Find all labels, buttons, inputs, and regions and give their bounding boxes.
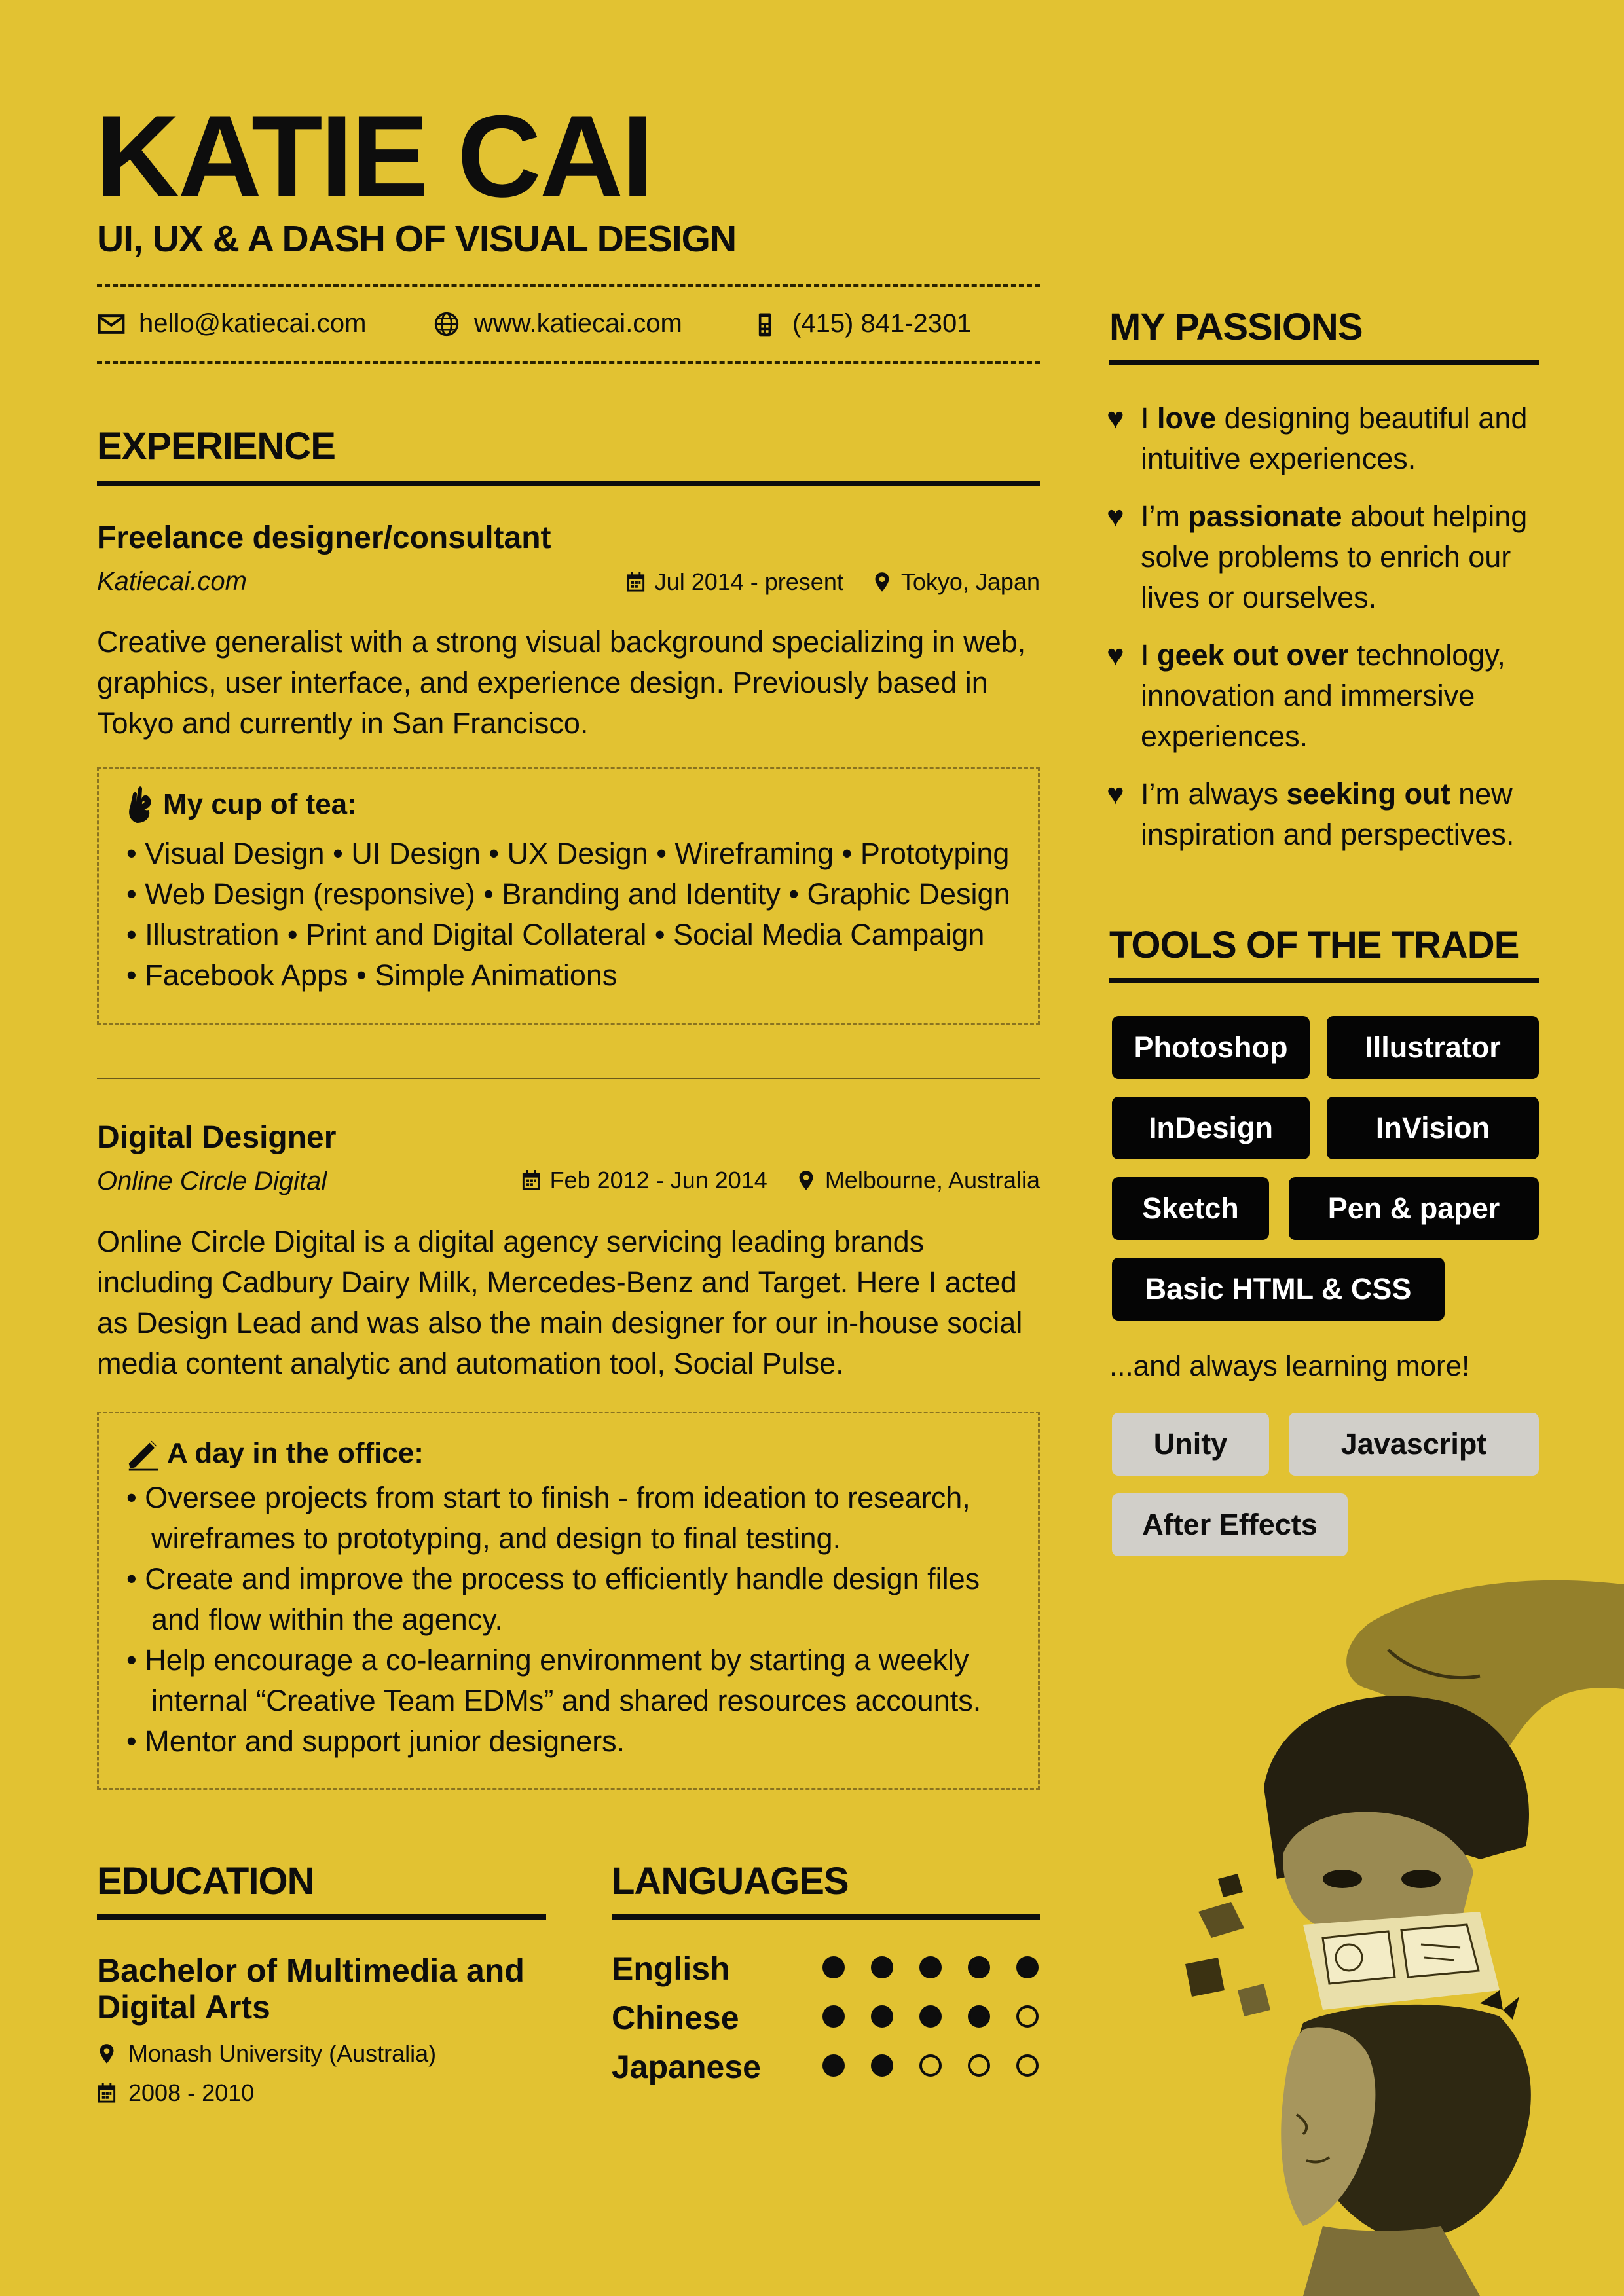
list-item: • Web Design (responsive) • Branding and Identity • Graphic Design xyxy=(126,877,1010,911)
phone-icon xyxy=(750,310,779,338)
location-pin-icon xyxy=(97,2043,117,2064)
school-name: Monash University (Australia) xyxy=(128,2040,437,2067)
rating-dot-filled xyxy=(968,1956,990,1978)
school-years: 2008 - 2010 xyxy=(128,2079,255,2106)
learning-tag: Javascript xyxy=(1289,1413,1539,1476)
box-title-text: A day in the office: xyxy=(167,1437,424,1469)
tool-tag: InVision xyxy=(1327,1097,1539,1159)
heart-icon: ♥ xyxy=(1107,401,1124,435)
passion-item: ♥ I geek out over technology, innovation and immersive experiences. xyxy=(1107,635,1539,757)
skills-box xyxy=(97,767,1040,1025)
calendar-icon xyxy=(626,572,646,592)
mail-icon xyxy=(97,310,126,338)
heading-rule xyxy=(1109,360,1539,365)
pencil-icon xyxy=(125,1436,160,1471)
email-text: hello@katiecai.com xyxy=(139,309,367,338)
list-item: • Help encourage a co-learning environment by starting a weekly internal “Creative Team EDMs” and shared resources accounts. xyxy=(126,1643,982,1717)
phone-text: (415) 841-2301 xyxy=(792,309,972,338)
rating-dot-filled xyxy=(822,2054,845,2077)
rating-dot-empty xyxy=(1016,2005,1039,2028)
list-item: • Create and improve the process to efficiently handle design files and flow within the agency. xyxy=(126,1562,980,1636)
passions-heading: MY PASSIONS xyxy=(1109,306,1363,348)
rating-dot-filled xyxy=(1016,1956,1039,1978)
learning-tag: After Effects xyxy=(1112,1493,1348,1556)
passions-list xyxy=(1107,398,1539,872)
job-description: Online Circle Digital is a digital agency servicing leading brands including Cadbury Dairy Milk, Mercedes-Benz and Target. Here I acted as Design Lead and was also the main designer for our in-house social media content analytic and automation tool, Social Pulse. xyxy=(97,1225,1023,1380)
divider xyxy=(97,284,1040,287)
job-meta xyxy=(521,1167,1040,1194)
heading-rule xyxy=(1109,978,1539,983)
years-line xyxy=(97,2079,254,2107)
list-item: • Oversee projects from start to finish - from ideation to research, wireframes to prototyping, and design to final testing. xyxy=(126,1481,970,1555)
duties-list xyxy=(126,1478,1017,1762)
calendar-icon xyxy=(97,2083,117,2104)
tool-tag: InDesign xyxy=(1112,1097,1310,1159)
heart-icon: ♥ xyxy=(1107,777,1124,811)
website-text: www.katiecai.com xyxy=(474,309,682,338)
tool-tag: Illustrator xyxy=(1327,1016,1539,1079)
box-title xyxy=(125,1436,424,1471)
section-divider xyxy=(97,1078,1040,1079)
rating-dot-filled xyxy=(871,2005,893,2028)
heart-icon: ♥ xyxy=(1107,500,1124,533)
rating-dot-empty xyxy=(1016,2054,1039,2077)
portrait-illustration xyxy=(1172,1571,1624,2296)
rating-dot-filled xyxy=(919,2005,942,2028)
list-item: • Visual Design • UI Design • UX Design • Wireframing • Prototyping xyxy=(126,837,1010,870)
tool-tag: Photoshop xyxy=(1112,1016,1310,1079)
school-line xyxy=(97,2040,436,2068)
learning-tag: Unity xyxy=(1112,1413,1269,1476)
box-title xyxy=(125,784,357,826)
skills-list xyxy=(126,833,1010,996)
heading-rule xyxy=(97,481,1040,486)
tool-tag: Pen & paper xyxy=(1289,1177,1539,1240)
tagline: UI, UX & A DASH OF VISUAL DESIGN xyxy=(97,218,737,260)
passion-item: ♥ I’m always seeking out new inspiration and perspectives. xyxy=(1107,774,1539,855)
job-location: Tokyo, Japan xyxy=(900,568,1040,595)
experience-heading: EXPERIENCE xyxy=(97,425,335,467)
job-dates: Jul 2014 - present xyxy=(654,568,843,595)
passion-item: ♥ I love designing beautiful and intuitive experiences. xyxy=(1107,398,1539,479)
list-item: • Illustration • Print and Digital Collateral • Social Media Campaign xyxy=(126,918,985,951)
job-company: Katiecai.com xyxy=(97,567,247,596)
globe-icon xyxy=(432,310,461,338)
calendar-icon xyxy=(521,1170,541,1191)
job-description: Creative generalist with a strong visual background specializing in web, graphics, user interface, and experience design. Previously based in Tokyo and currently in San Francisco. xyxy=(97,625,1026,740)
learning-label: ...and always learning more! xyxy=(1109,1350,1470,1382)
heading-rule xyxy=(97,1914,546,1920)
language-name: Japanese xyxy=(612,2049,761,2085)
education-heading: EDUCATION xyxy=(97,1860,314,1903)
list-item: • Mentor and support junior designers. xyxy=(126,1724,625,1758)
rating-dot-empty xyxy=(919,2054,942,2077)
contact-email[interactable] xyxy=(97,309,366,338)
duties-box xyxy=(97,1412,1040,1790)
contact-phone[interactable] xyxy=(750,309,972,338)
job-title: Freelance designer/consultant xyxy=(97,520,551,555)
language-name: Chinese xyxy=(612,1999,739,2036)
page-title: KATIE CAI xyxy=(96,91,652,221)
rating-dot-filled xyxy=(968,2005,990,2028)
list-item: • Facebook Apps • Simple Animations xyxy=(126,958,618,992)
box-title-text: My cup of tea: xyxy=(163,788,357,820)
job-company: Online Circle Digital xyxy=(97,1167,327,1195)
job-title: Digital Designer xyxy=(97,1120,337,1155)
rating-dot-filled xyxy=(822,2005,845,2028)
contact-website[interactable] xyxy=(432,309,682,338)
rating-dot-filled xyxy=(919,1956,942,1978)
passion-item: ♥ I’m passionate about helping solve problems to enrich our lives or ourselves. xyxy=(1107,496,1539,618)
location-pin-icon xyxy=(872,572,892,592)
location-pin-icon xyxy=(796,1170,816,1191)
job-dates: Feb 2012 - Jun 2014 xyxy=(549,1167,767,1194)
heading-rule xyxy=(612,1914,1040,1920)
ok-hand-icon xyxy=(125,784,157,826)
rating-dot-filled xyxy=(871,1956,893,1978)
rating-dot-filled xyxy=(822,1956,845,1978)
job-meta xyxy=(626,568,1040,596)
languages-heading: LANGUAGES xyxy=(612,1860,849,1903)
rating-dot-empty xyxy=(968,2054,990,2077)
degree-title: Bachelor of Multimedia and Digital Arts xyxy=(97,1952,525,2026)
tools-heading: TOOLS OF THE TRADE xyxy=(1109,924,1519,966)
rating-dot-filled xyxy=(871,2054,893,2077)
divider xyxy=(97,361,1040,364)
tool-tag: Sketch xyxy=(1112,1177,1269,1240)
language-name: English xyxy=(612,1950,730,1987)
job-location: Melbourne, Australia xyxy=(824,1167,1040,1194)
tool-tag: Basic HTML & CSS xyxy=(1112,1258,1445,1321)
heart-icon: ♥ xyxy=(1107,638,1124,672)
